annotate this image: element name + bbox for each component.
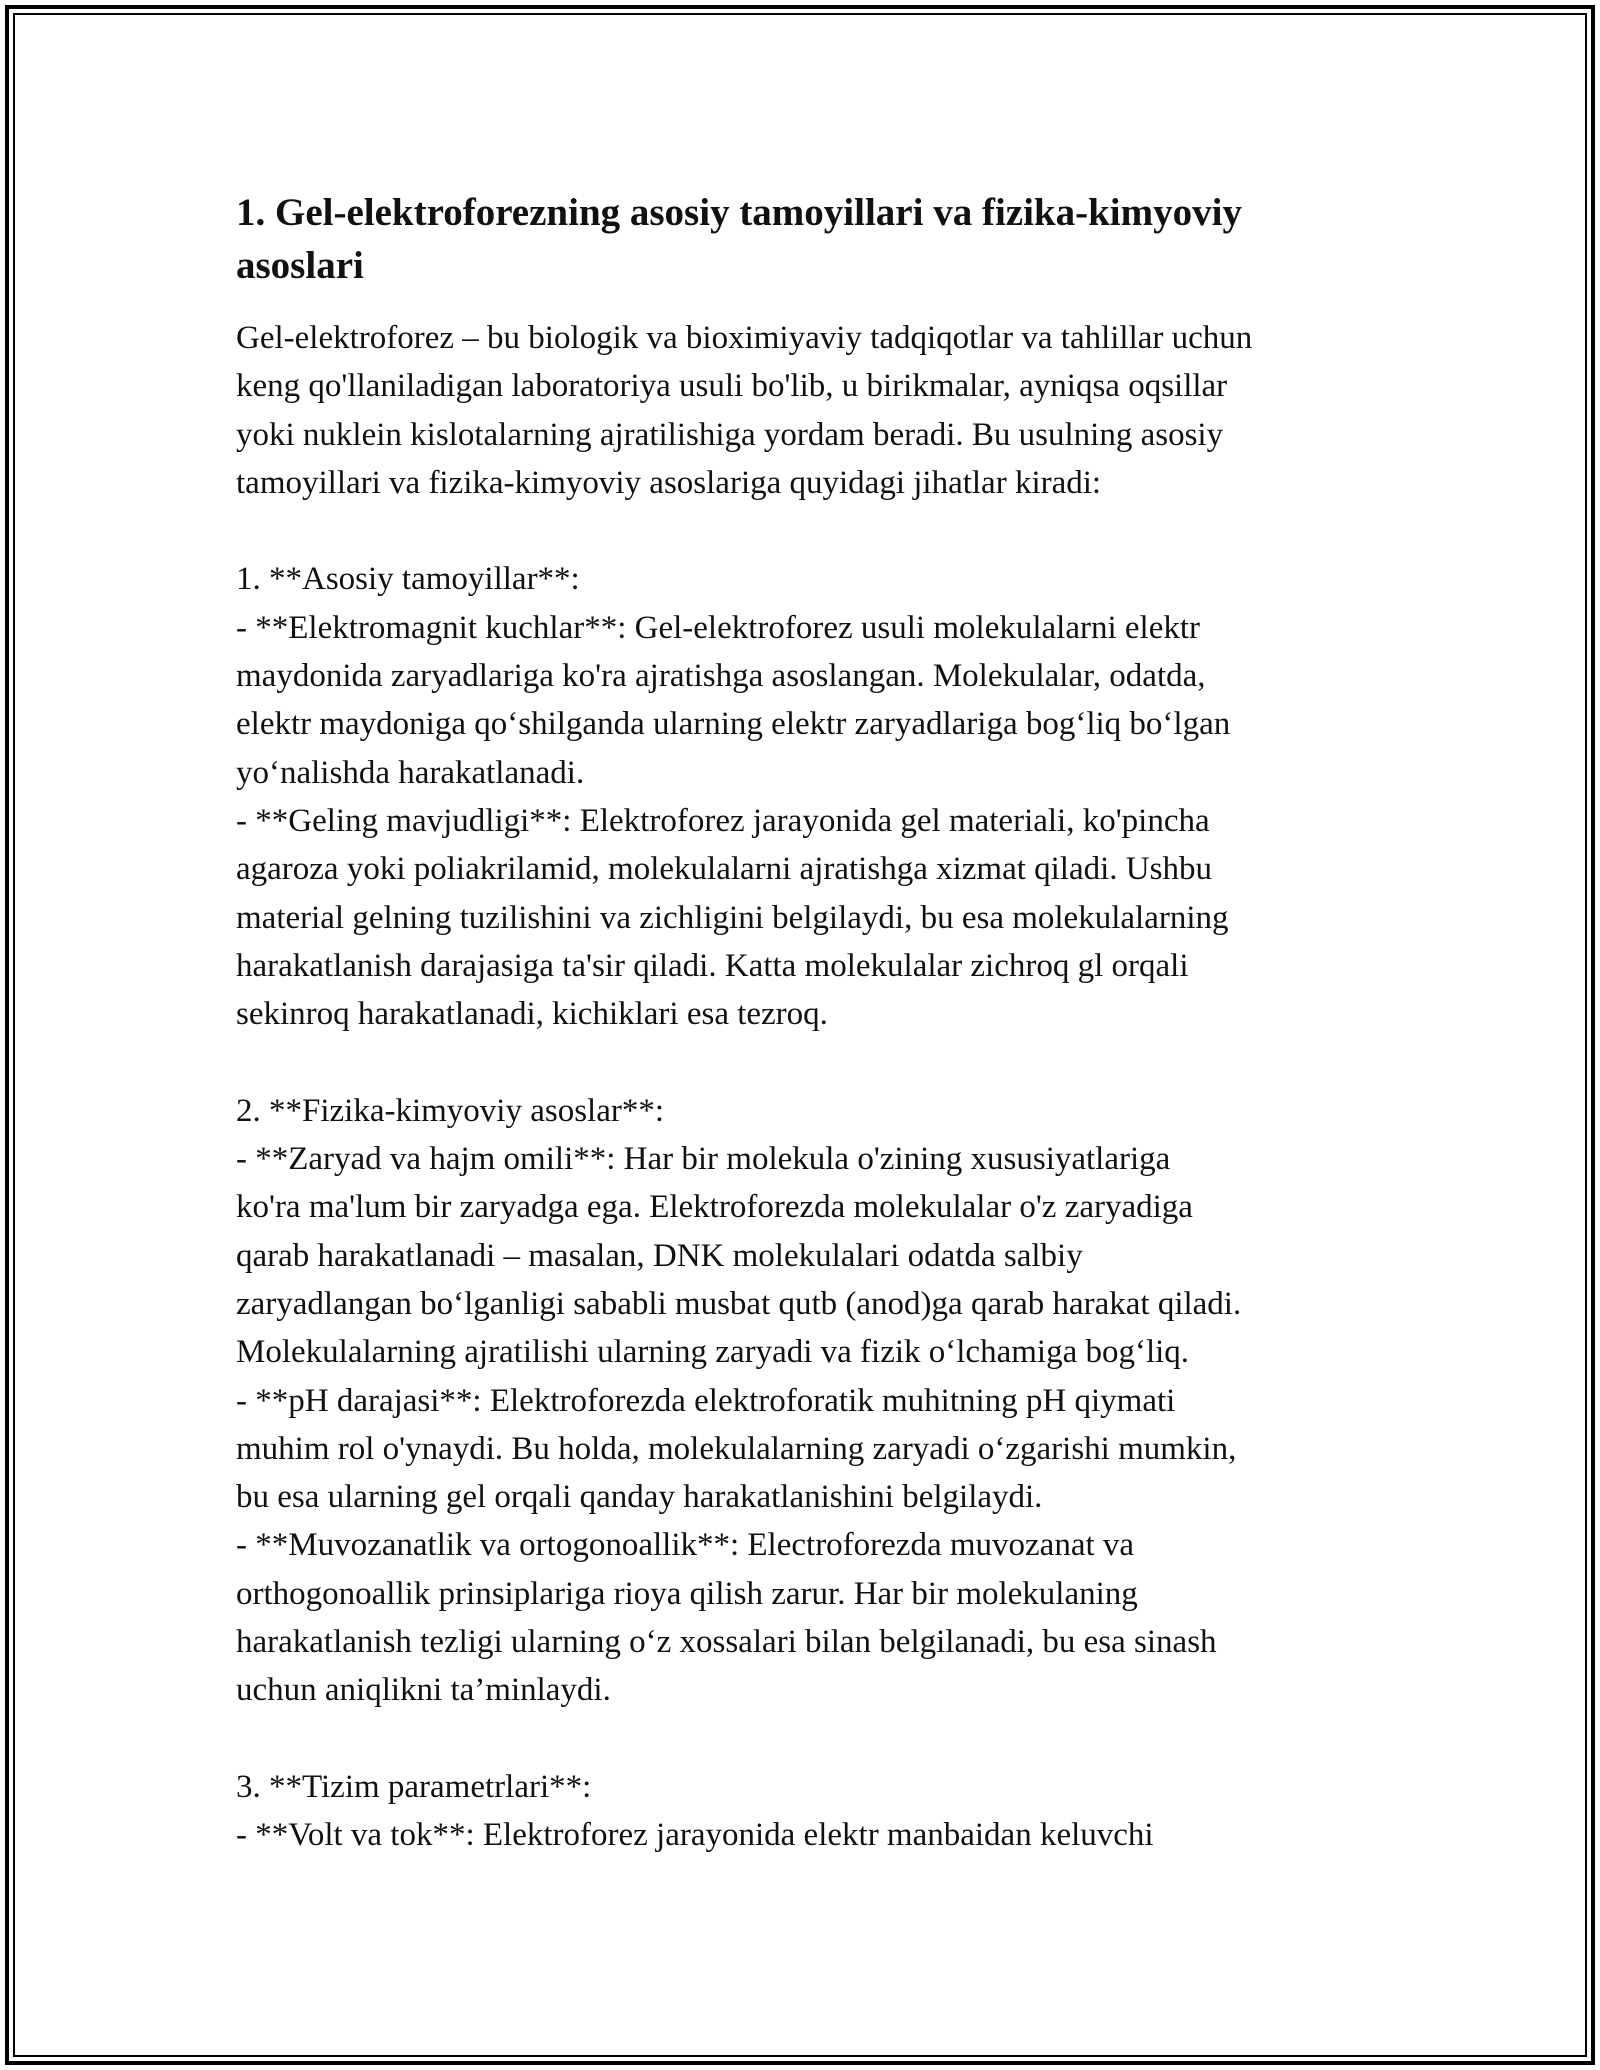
section-physicochemical-basis: 2. **Fizika-kimyoviy asoslar**: - **Zaryad va hajm omili**: Har bir molekula o'zining xususiyatlariga ko'ra ma'lum bir zaryadga ega. Elektroforezda molekulalar o'z zaryadiga qarab harakatlanadi – masalan, DNK molekulalari odatda salbiy zaryadlangan bo‘lganligi sababli musbat qutb (anod)ga qarab harakat qiladi. Molekulalarning ajratilishi ularning zaryadi va fizik o‘lchamiga bog‘liq. - **pH darajasi**: Elektroforezda elektroforatik muhitning pH qiymati muhim rol o'ynaydi. Bu holda, molekulalarning zaryadi o‘zgarishi mumkin, bu esa ularning gel orqali qanday harakatlanishini belgilaydi. - **Muvozanatlik va ortogonoallik**: Electroforezda muvozanat va orthogonoallik prinsiplariga rioya qilish zarur. Har bir molekulaning harakatlanish tezligi ularning o‘z xossalari bilan belgilanadi, bu esa sinash uchun aniqlikni ta’minlaydi. [236,1092,1242,1709]
paragraph-spacer [236,1715,1376,1763]
document-title: 1. Gel-elektroforezning asosiy tamoyillari va fizika-kimyoviy asoslari [236,191,1242,287]
paragraph-spacer [236,507,1376,555]
intro-paragraph: Gel-elektroforez – bu biologik va bioximiyaviy tadqiqotlar va tahlillar uchun keng qo'llaniladigan laboratoriya usuli bo'lib, u birikmalar, ayniqsa oqsillar yoki nuklein kislotalarning ajratilishiga yordam beradi. Bu usulning asosiy tamoyillari va fizika-kimyoviy asoslariga quyidagi jihatlar kiradi: [236,320,1253,501]
section-system-parameters: 3. **Tizim parametrlari**: - **Volt va tok**: Elektroforez jarayonida elektr manbaidan keluvchi [236,1768,1154,1854]
paragraph-spacer [236,1038,1376,1086]
document-body [236,186,1376,1860]
section-basic-principles: 1. **Asosiy tamoyillar**: - **Elektromagnit kuchlar**: Gel-elektroforez usuli molekulalarni elektr maydonida zaryadlariga ko'ra ajratishga asoslangan. Molekulalar, odatda, elektr maydoniga qo‘shilganda ularning elektr zaryadlariga bog‘liq bo‘lgan yo‘nalishda harakatlanadi. - **Geling mavjudligi**: Elektroforez jarayonida gel materiali, ko'pincha agaroza yoki poliakrilamid, molekulalarni ajratishga xizmat qiladi. Ushbu material gelning tuzilishini va zichligini belgilaydi, bu esa molekulalarning harakatlanish darajasiga ta'sir qiladi. Katta molekulalar zichroq gl orqali sekinroq harakatlanadi, kichiklari esa tezroq. [236,561,1231,1033]
